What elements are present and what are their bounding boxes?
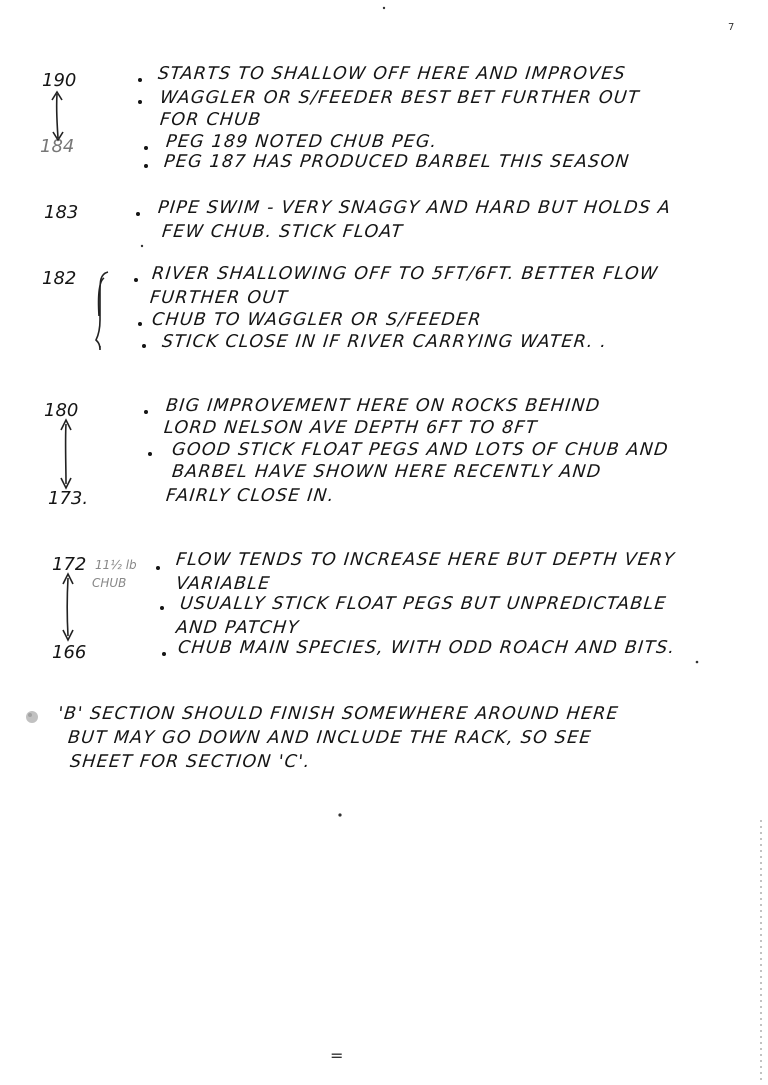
note-line: BIG IMPROVEMENT HERE ON ROCKS BEHIND [164,396,602,416]
note-line: PEG 187 HAS PRODUCED BARBEL THIS SEASON [162,152,631,172]
note-line: VARIABLE [174,574,272,594]
bullet [156,566,160,570]
note-line: BARBEL HAVE SHOWN HERE RECENTLY AND [170,462,603,482]
peg-number-bottom: 184 [40,136,75,157]
bullet [136,212,140,216]
footer-mark: = [330,1046,344,1065]
peg-number-top: 172 [52,554,87,575]
range-arrow [63,574,73,640]
bullet [160,606,164,610]
bullet [144,410,148,414]
note-line: RIVER SHALLOWING OFF TO 5FT/6FT. BETTER FLOW [150,264,660,284]
side-note-species: CHUB [92,576,127,590]
bullet [148,452,152,456]
note-line: GOOD STICK FLOAT PEGS AND LOTS OF CHUB AND [170,440,670,460]
note-line: STARTS TO SHALLOW OFF HERE AND IMPROVES [156,64,627,84]
smudge-mark [26,711,38,723]
bullet [144,164,148,168]
range-arrow [52,92,63,140]
note-line: FEW CHUB. STICK FLOAT [160,222,405,242]
note-line: CHUB TO WAGGLER OR S/FEEDER [150,310,483,330]
peg-number-bottom: 173. [48,488,89,509]
peg-number-bottom: 166 [52,642,87,663]
bullet [138,100,142,104]
note-line: FURTHER OUT [148,288,290,308]
note-line: WAGGLER OR S/FEEDER BEST BET FURTHER OUT [158,88,641,108]
note-line: AND PATCHY [174,618,301,638]
note-line: PEG 189 NOTED CHUB PEG. [164,132,439,152]
closing-line: 'B' SECTION SHOULD FINISH SOMEWHERE AROUND HERE [56,704,620,724]
note-line: PIPE SWIM - VERY SNAGGY AND HARD BUT HOLDS A [156,198,673,218]
bullet [162,652,166,656]
bullet [142,344,146,348]
closing-line: BUT MAY GO DOWN AND INCLUDE THE RACK, SO SEE [66,728,593,748]
peg-number-top: 190 [42,70,77,91]
note-line: USUALLY STICK FLOAT PEGS BUT UNPREDICTABLE [178,594,668,614]
note-line: STICK CLOSE IN IF RIVER CARRYING WATER. . [160,332,609,352]
peg-number-top: 180 [44,400,79,421]
peg-number-top: 183 [44,202,79,223]
note-line: CHUB MAIN SPECIES, WITH ODD ROACH AND BITS. [176,638,677,658]
bullet [144,146,148,150]
note-line: LORD NELSON AVE DEPTH 6FT TO 8FT [162,418,539,438]
scan-edge [760,820,762,1080]
note-line: FOR CHUB [158,110,263,130]
peg-number-top: 182 [42,268,77,289]
bullet [134,278,138,282]
range-arrow [61,420,71,488]
side-note-weight: 11½ lb [95,558,137,572]
page-number: 7 [728,22,735,33]
bullet [138,78,142,82]
closing-line: SHEET FOR SECTION 'C'. [68,752,312,772]
note-line: FLOW TENDS TO INCREASE HERE BUT DEPTH VERY [174,550,677,570]
bracket-mark [96,272,108,350]
bullet [138,322,142,326]
note-line: FAIRLY CLOSE IN. [164,486,336,506]
